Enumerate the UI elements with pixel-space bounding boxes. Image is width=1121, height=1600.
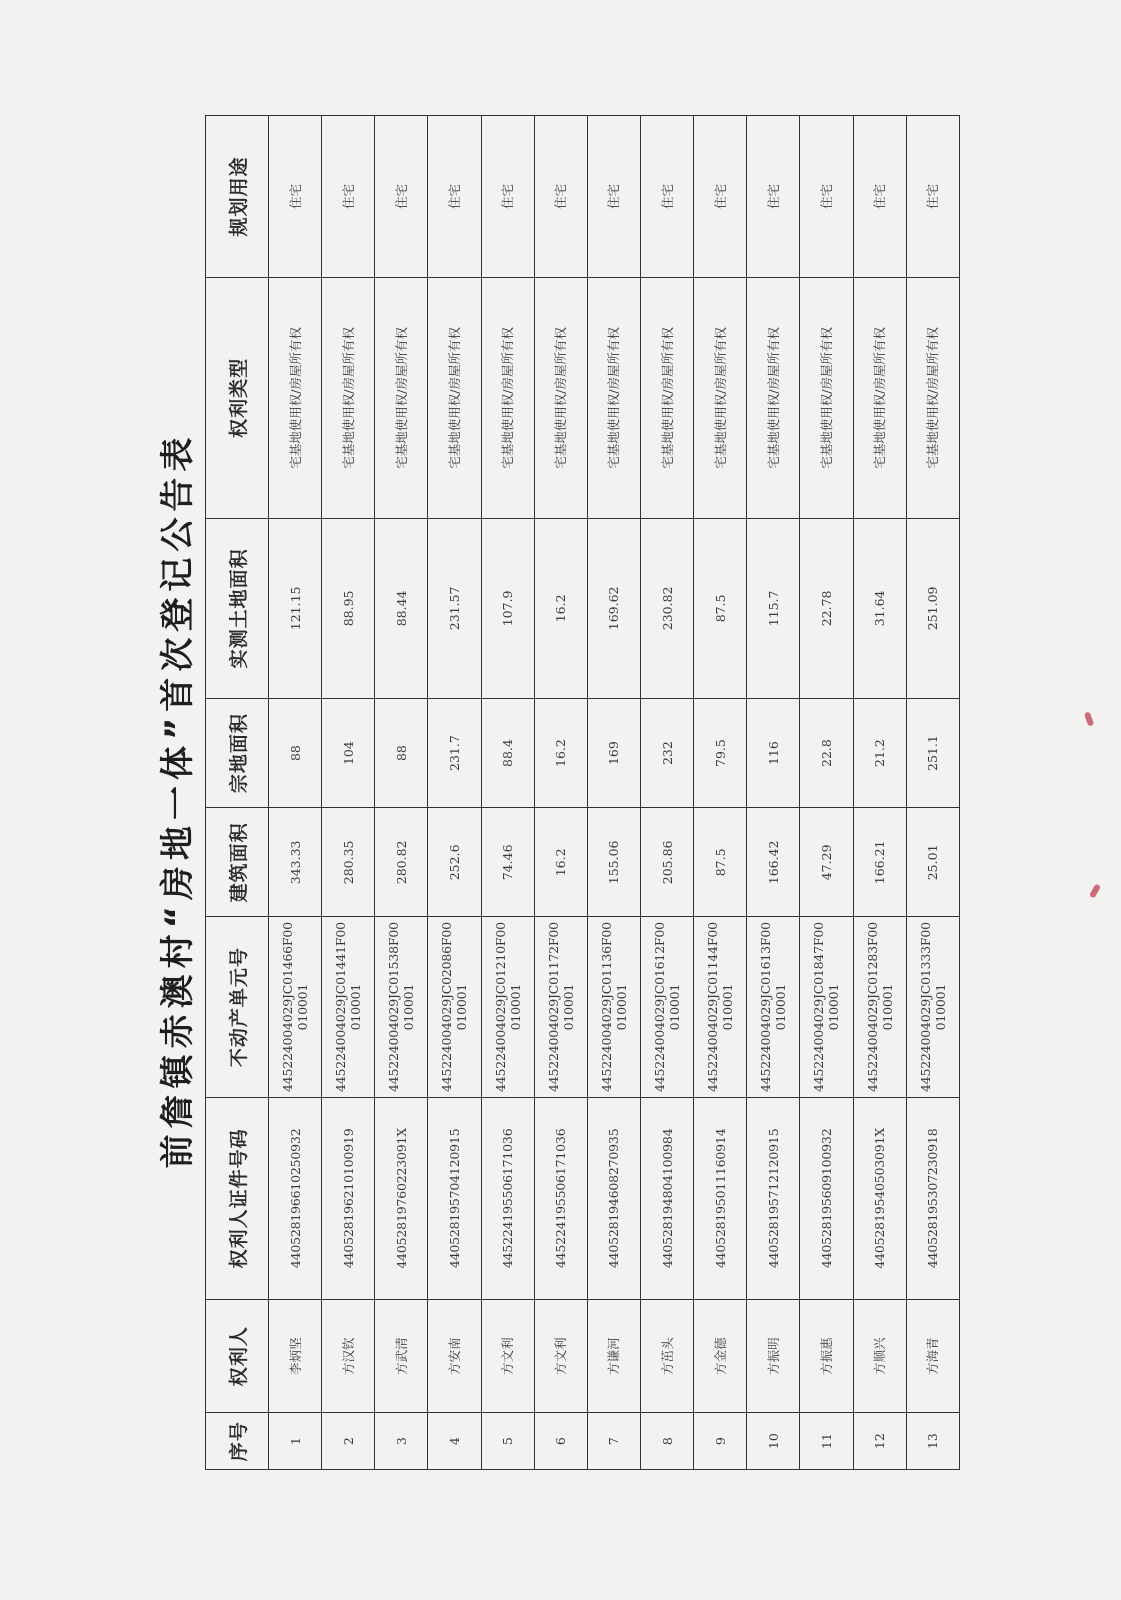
row-owner: 方金德 [694, 1300, 747, 1413]
row-surveyed-land-area: 87.5 [694, 518, 747, 698]
row-seq: 6 [534, 1413, 587, 1470]
header-owner: 权利人 [206, 1300, 269, 1413]
table-row [534, 116, 587, 1470]
row-owner: 李炳坚 [269, 1300, 322, 1413]
row-right-type: 宅基地使用权/房屋所有权 [640, 277, 693, 518]
row-owner: 方安南 [428, 1300, 481, 1413]
table-row [322, 116, 375, 1470]
row-unit-no: 445224004029JC01847F00010001 [800, 917, 853, 1097]
row-parcel-area: 231.7 [428, 698, 481, 807]
row-unit-no: 445224004029JC01538F00010001 [375, 917, 428, 1097]
row-planned-use: 住宅 [375, 116, 428, 278]
row-parcel-area: 88.4 [481, 698, 534, 807]
table-header-row [206, 116, 269, 1470]
row-planned-use: 住宅 [322, 116, 375, 278]
row-parcel-area: 16.2 [534, 698, 587, 807]
row-parcel-area: 22.8 [800, 698, 853, 807]
header-unit-no: 不动产单元号 [206, 917, 269, 1097]
row-seq: 13 [906, 1413, 959, 1470]
row-right-type: 宅基地使用权/房屋所有权 [800, 277, 853, 518]
row-planned-use: 住宅 [428, 116, 481, 278]
row-surveyed-land-area: 107.9 [481, 518, 534, 698]
row-seq: 1 [269, 1413, 322, 1470]
table-row [481, 116, 534, 1470]
row-parcel-area: 21.2 [853, 698, 906, 807]
row-seq: 8 [640, 1413, 693, 1470]
row-building-area: 166.21 [853, 808, 906, 917]
row-parcel-area: 88 [269, 698, 322, 807]
row-surveyed-land-area: 115.7 [747, 518, 800, 698]
row-owner: 方文利 [534, 1300, 587, 1413]
row-right-type: 宅基地使用权/房屋所有权 [428, 277, 481, 518]
row-parcel-area: 104 [322, 698, 375, 807]
row-id-no: 445224195506171036 [534, 1097, 587, 1299]
row-right-type: 宅基地使用权/房屋所有权 [375, 277, 428, 518]
row-building-area: 74.46 [481, 808, 534, 917]
row-surveyed-land-area: 31.64 [853, 518, 906, 698]
row-unit-no: 445224004029JC02086F00010001 [428, 917, 481, 1097]
row-planned-use: 住宅 [853, 116, 906, 278]
row-right-type: 宅基地使用权/房屋所有权 [269, 277, 322, 518]
row-building-area: 166.42 [747, 808, 800, 917]
row-building-area: 252.6 [428, 808, 481, 917]
row-seq: 5 [481, 1413, 534, 1470]
row-owner: 方振明 [747, 1300, 800, 1413]
row-parcel-area: 232 [640, 698, 693, 807]
row-unit-no: 445224004029JC01612F00010001 [640, 917, 693, 1097]
row-planned-use: 住宅 [481, 116, 534, 278]
row-owner: 方武清 [375, 1300, 428, 1413]
header-id-no: 权利人证件号码 [206, 1097, 269, 1299]
row-seq: 11 [800, 1413, 853, 1470]
row-building-area: 343.33 [269, 808, 322, 917]
row-owner: 方谦河 [587, 1300, 640, 1413]
row-owner: 方振惠 [800, 1300, 853, 1413]
row-seq: 4 [428, 1413, 481, 1470]
row-seq: 12 [853, 1413, 906, 1470]
row-surveyed-land-area: 230.82 [640, 518, 693, 698]
row-surveyed-land-area: 251.09 [906, 518, 959, 698]
row-building-area: 16.2 [534, 808, 587, 917]
row-unit-no: 445224004029JC01441F00010001 [322, 917, 375, 1097]
row-right-type: 宅基地使用权/房屋所有权 [747, 277, 800, 518]
row-seq: 7 [587, 1413, 640, 1470]
row-parcel-area: 88 [375, 698, 428, 807]
table-row [747, 116, 800, 1470]
row-surveyed-land-area: 88.44 [375, 518, 428, 698]
row-owner: 方海青 [906, 1300, 959, 1413]
table-row [694, 116, 747, 1470]
row-unit-no: 445224004029JC01466F00010001 [269, 917, 322, 1097]
row-parcel-area: 79.5 [694, 698, 747, 807]
row-id-no: 440528195704120915 [428, 1097, 481, 1299]
row-unit-no: 445224004029JC01283F00010001 [853, 917, 906, 1097]
row-parcel-area: 169 [587, 698, 640, 807]
row-building-area: 155.06 [587, 808, 640, 917]
row-surveyed-land-area: 169.62 [587, 518, 640, 698]
table-row [375, 116, 428, 1470]
row-planned-use: 住宅 [534, 116, 587, 278]
table-row [428, 116, 481, 1470]
row-id-no: 440528195307230918 [906, 1097, 959, 1299]
table-body [269, 116, 960, 1470]
table-row [906, 116, 959, 1470]
table-row [800, 116, 853, 1470]
row-unit-no: 445224004029JC01613F00010001 [747, 917, 800, 1097]
row-id-no: 440528196610250932 [269, 1097, 322, 1299]
row-unit-no: 445224004029JC01333F00010001 [906, 917, 959, 1097]
row-right-type: 宅基地使用权/房屋所有权 [322, 277, 375, 518]
row-parcel-area: 251.1 [906, 698, 959, 807]
row-id-no: 445224195506171036 [481, 1097, 534, 1299]
row-right-type: 宅基地使用权/房屋所有权 [481, 277, 534, 518]
row-seq: 9 [694, 1413, 747, 1470]
header-surveyed-land-area: 实测土地面积 [206, 518, 269, 698]
header-building-area: 建筑面积 [206, 808, 269, 917]
row-id-no: 44052819760223091X [375, 1097, 428, 1299]
header-planned-use: 规划用途 [206, 116, 269, 278]
header-right-type: 权利类型 [206, 277, 269, 518]
row-id-no: 44052819540503091X [853, 1097, 906, 1299]
row-building-area: 25.01 [906, 808, 959, 917]
row-owner: 方茁头 [640, 1300, 693, 1413]
row-seq: 2 [322, 1413, 375, 1470]
row-id-no: 440528195609100932 [800, 1097, 853, 1299]
row-owner: 方汉钦 [322, 1300, 375, 1413]
row-id-no: 440528194804100984 [640, 1097, 693, 1299]
row-right-type: 宅基地使用权/房屋所有权 [853, 277, 906, 518]
row-parcel-area: 116 [747, 698, 800, 807]
table-row [853, 116, 906, 1470]
row-unit-no: 445224004029JC01172F00010001 [534, 917, 587, 1097]
row-id-no: 440528194608270935 [587, 1097, 640, 1299]
header-parcel-area: 宗地面积 [206, 698, 269, 807]
table-row [269, 116, 322, 1470]
row-id-no: 440528195011160914 [694, 1097, 747, 1299]
row-id-no: 440528195712120915 [747, 1097, 800, 1299]
row-seq: 3 [375, 1413, 428, 1470]
row-surveyed-land-area: 88.95 [322, 518, 375, 698]
row-id-no: 440528196210100919 [322, 1097, 375, 1299]
row-unit-no: 445224004029JC01210F00010001 [481, 917, 534, 1097]
row-planned-use: 住宅 [640, 116, 693, 278]
row-unit-no: 445224004029JC01144F00010001 [694, 917, 747, 1097]
registration-table [205, 115, 960, 1470]
row-right-type: 宅基地使用权/房屋所有权 [587, 277, 640, 518]
table-row [587, 116, 640, 1470]
row-right-type: 宅基地使用权/房屋所有权 [906, 277, 959, 518]
row-planned-use: 住宅 [694, 116, 747, 278]
row-surveyed-land-area: 22.78 [800, 518, 853, 698]
row-seq: 10 [747, 1413, 800, 1470]
row-planned-use: 住宅 [906, 116, 959, 278]
row-right-type: 宅基地使用权/房屋所有权 [694, 277, 747, 518]
row-surveyed-land-area: 121.15 [269, 518, 322, 698]
row-surveyed-land-area: 16.2 [534, 518, 587, 698]
row-owner: 方文利 [481, 1300, 534, 1413]
row-planned-use: 住宅 [269, 116, 322, 278]
row-owner: 方顺兴 [853, 1300, 906, 1413]
document-title: 前詹镇赤澳村“房地一体”首次登记公告表 [158, 431, 198, 1169]
row-building-area: 280.35 [322, 808, 375, 917]
row-building-area: 87.5 [694, 808, 747, 917]
row-building-area: 280.82 [375, 808, 428, 917]
row-planned-use: 住宅 [800, 116, 853, 278]
row-right-type: 宅基地使用权/房屋所有权 [534, 277, 587, 518]
header-seq: 序号 [206, 1413, 269, 1470]
row-building-area: 205.86 [640, 808, 693, 917]
table-row [640, 116, 693, 1470]
row-building-area: 47.29 [800, 808, 853, 917]
row-surveyed-land-area: 231.57 [428, 518, 481, 698]
row-unit-no: 445224004029JC01136F00010001 [587, 917, 640, 1097]
row-planned-use: 住宅 [747, 116, 800, 278]
row-planned-use: 住宅 [587, 116, 640, 278]
